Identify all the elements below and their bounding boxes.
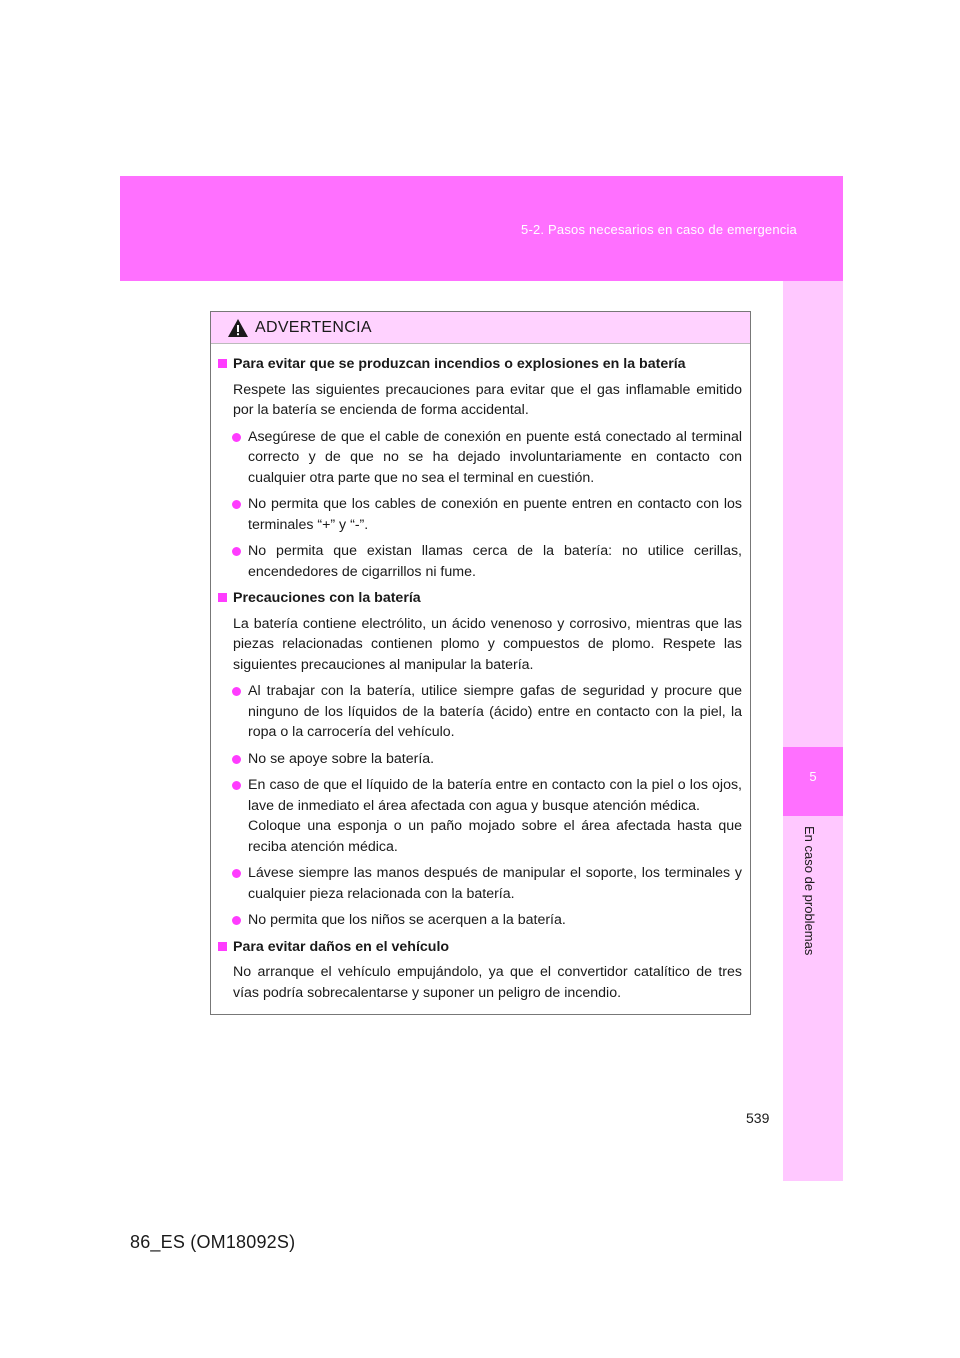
- list-item-text: En caso de que el líquido de la batería entre en contacto con la piel o los ojos, lave de inmediato el área afectada con agua y busque atención médica. Coloque una esponja o un paño mojado sobre el área afectada hasta que reciba atención médica.: [248, 777, 742, 855]
- warning-header: [211, 312, 750, 344]
- list-item: [217, 749, 742, 770]
- square-bullet-icon: [218, 359, 227, 368]
- bullet-dot-icon: [232, 869, 241, 878]
- section-heading: [217, 354, 742, 375]
- list-item: [217, 775, 742, 857]
- chapter-tab-active[interactable]: [783, 747, 843, 816]
- warning-body: [211, 344, 750, 1003]
- section-paragraph: Respete las siguientes precauciones para evitar que el gas inflamable emitido por la batería se encienda de forma accidental.: [233, 381, 742, 418]
- warning-title: ADVERTENCIA: [255, 318, 372, 336]
- list-item: [217, 910, 742, 931]
- chapter-number: 5: [809, 769, 817, 784]
- section-paragraph: No arranque el vehículo empujándolo, ya que el convertidor catalítico de tres vías podría sobrecalentarse y suponer un peligro de incendio.: [233, 964, 742, 1001]
- list-item-text: No permita que los cables de conexión en puente entren en contacto con los terminales “+” y “-”.: [248, 496, 742, 533]
- page-number: 539: [746, 1110, 770, 1126]
- list-item-text: Lávese siempre las manos después de manipular el soporte, los terminales y cualquier pieza relacionada con la batería.: [248, 865, 742, 902]
- section-heading: [217, 588, 742, 609]
- list-item: [217, 541, 742, 582]
- bullet-dot-icon: [232, 916, 241, 925]
- chapter-side-tab: [783, 281, 843, 1181]
- list-item: [217, 863, 742, 904]
- bullet-dot-icon: [232, 781, 241, 790]
- document-code: 86_ES (OM18092S): [130, 1232, 296, 1252]
- bullet-dot-icon: [232, 547, 241, 556]
- list-item: [217, 427, 742, 489]
- square-bullet-icon: [218, 593, 227, 602]
- section-paragraph: La batería contiene electrólito, un ácido venenoso y corrosivo, mientras que las piezas relacionadas contienen plomo y compuestos de plomo. Respete las siguientes precauciones al manipular la batería.: [233, 615, 742, 673]
- list-item: [217, 681, 742, 743]
- header-band: [120, 176, 843, 281]
- list-item-text: No se apoye sobre la batería.: [248, 750, 435, 767]
- square-bullet-icon: [218, 942, 227, 951]
- section-title: 5-2. Pasos necesarios en caso de emergencia: [521, 222, 797, 237]
- chapter-label: En caso de problemas: [802, 826, 817, 956]
- warning-box: [210, 311, 751, 1015]
- bullet-dot-icon: [232, 433, 241, 442]
- list-item-text: No permita que los niños se acerquen a la batería.: [248, 912, 566, 928]
- section-heading-text: Para evitar daños en el vehículo: [233, 938, 450, 955]
- warning-triangle-icon: [227, 318, 249, 338]
- section-heading-text: Para evitar que se produzcan incendios o explosiones en la batería: [233, 356, 686, 372]
- bullet-dot-icon: [232, 687, 241, 696]
- bullet-dot-icon: [232, 500, 241, 509]
- section-heading: [217, 937, 742, 958]
- list-item-text: No permita que existan llamas cerca de la batería: no utilice cerillas, encendedores de cigarrillos ni fume.: [248, 543, 742, 580]
- list-item: [217, 494, 742, 535]
- list-item-text: Asegúrese de que el cable de conexión en puente está conectado al terminal correcto y de que no se ha dejado involuntariamente en contacto con cualquier otra parte que no sea el terminal en cuestión.: [248, 428, 742, 486]
- list-item-text: Al trabajar con la batería, utilice siempre gafas de seguridad y procure que ninguno de los líquidos de la batería (ácido) entre en contacto con la piel, la ropa o la carrocería del vehículo.: [248, 683, 742, 740]
- bullet-dot-icon: [232, 755, 241, 764]
- section-heading-text: Precauciones con la batería: [233, 590, 421, 606]
